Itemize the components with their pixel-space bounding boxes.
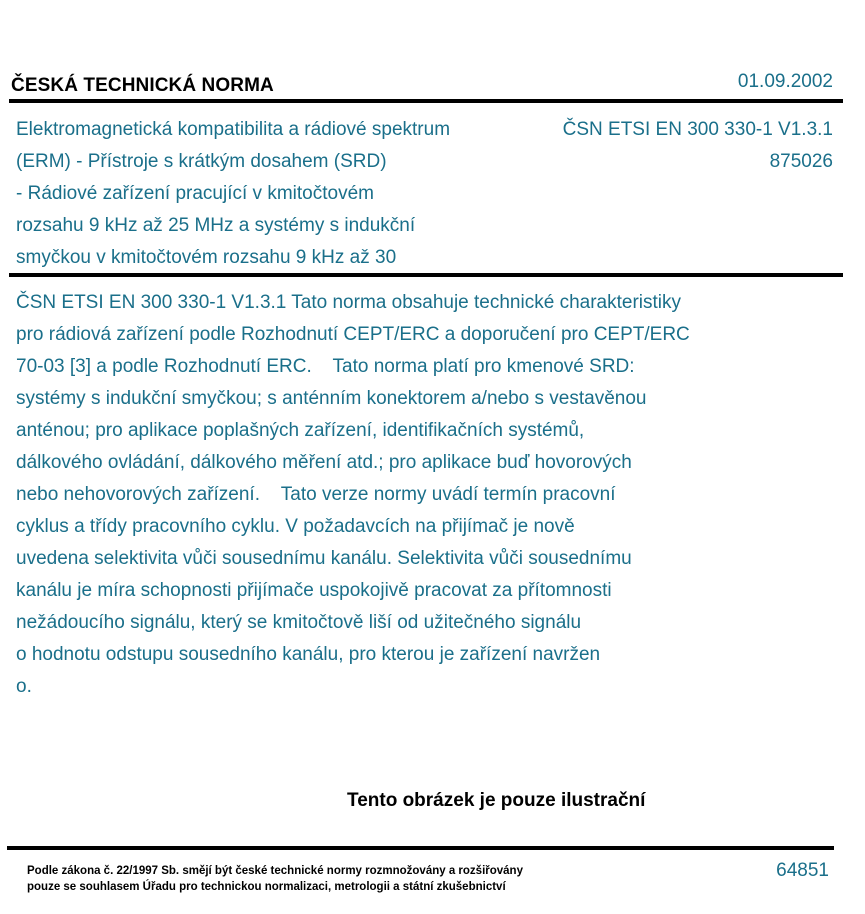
title-line: (ERM) - Přístroje s krátkým dosahem (SRD) [16, 151, 387, 172]
title-line: smyčkou v kmitočtovém rozsahu 9 kHz až 30 [16, 247, 397, 268]
illustration-notice: Tento obrázek je pouze ilustrační [347, 790, 646, 811]
document-number: 64851 [776, 860, 829, 881]
abstract-line: anténou; pro aplikace poplašných zařízení, identifikačních systémů, [16, 420, 585, 441]
legal-line: Podle zákona č. 22/1997 Sb. smějí být české technické normy rozmnožovány a rozšiřovány [27, 865, 523, 877]
footer-divider [7, 846, 834, 850]
abstract-line: nebo nehovorových zařízení. Tato verze normy uvádí termín pracovní [16, 484, 616, 505]
abstract-line: 70-03 [3] a podle Rozhodnutí ERC. Tato norma platí pro kmenové SRD: [16, 356, 635, 377]
abstract-line: ČSN ETSI EN 300 330-1 V1.3.1 Tato norma obsahuje technické charakteristiky [16, 292, 681, 313]
title-divider [9, 273, 843, 277]
document-type-title: ČESKÁ TECHNICKÁ NORMA [11, 75, 274, 96]
legal-line: pouze se souhlasem Úřadu pro technickou normalizaci, metrologii a státní zkušebnictví [27, 881, 506, 893]
legal-notice [27, 863, 523, 895]
header-divider [9, 99, 843, 103]
abstract-line: o. [16, 676, 32, 697]
title-line: - Rádiové zařízení pracující v kmitočtovém [16, 183, 374, 204]
abstract-line: pro rádiová zařízení podle Rozhodnutí CEPT/ERC a doporučení pro CEPT/ERC [16, 324, 690, 345]
abstract-text [16, 287, 836, 703]
abstract-line: nežádoucího signálu, který se kmitočtově liší od užitečného signálu [16, 612, 582, 633]
title-line: rozsahu 9 kHz až 25 MHz a systémy s indukční [16, 215, 416, 236]
abstract-line: o hodnotu odstupu sousedního kanálu, pro kterou je zařízení navržen [16, 644, 601, 665]
standard-code: ČSN ETSI EN 300 330-1 V1.3.1 [562, 119, 833, 140]
publication-date: 01.09.2002 [737, 71, 833, 92]
title-line: Elektromagnetická kompatibilita a rádiové spektrum [16, 119, 451, 140]
abstract-line: cyklus a třídy pracovního cyklu. V požadavcích na přijímač je nově [16, 516, 575, 537]
standard-identifier [563, 114, 833, 178]
abstract-line: systémy s indukční smyčkou; s anténním konektorem a/nebo s vestavěnou [16, 388, 647, 409]
abstract-line: kanálu je míra schopnosti přijímače uspokojivě pracovat za přítomnosti [16, 580, 612, 601]
abstract-line: uvedena selektivita vůči sousednímu kanálu. Selektivita vůči sousednímu [16, 548, 632, 569]
standard-title [16, 114, 516, 274]
abstract-line: dálkového ovládání, dálkového měření atd.; pro aplikace buď hovorových [16, 452, 632, 473]
class-number: 875026 [769, 151, 833, 172]
